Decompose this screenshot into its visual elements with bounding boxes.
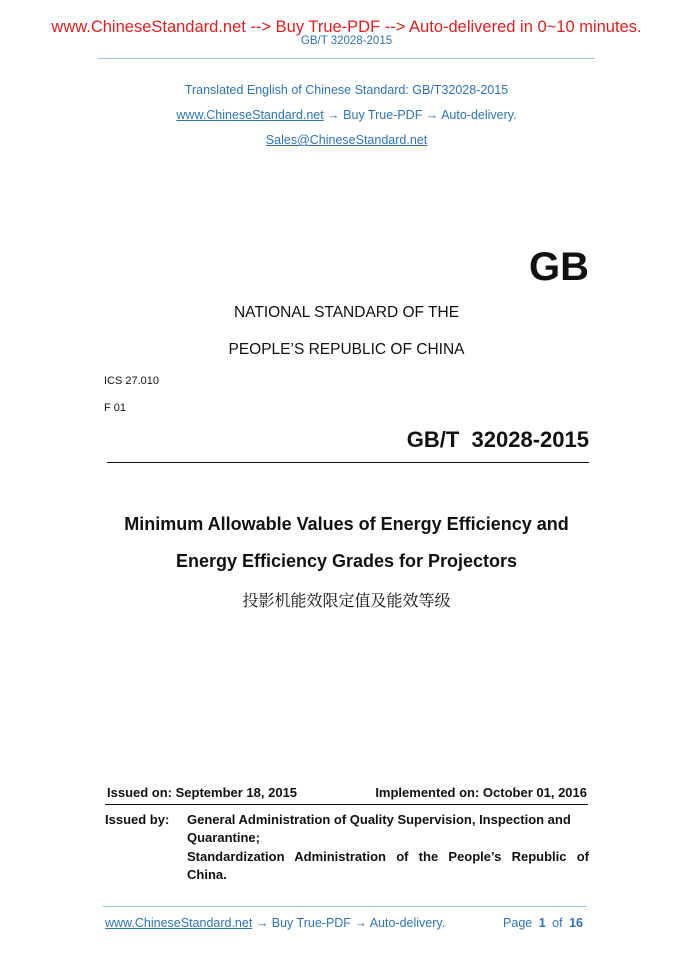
- issuer-2a: Standardization Administration of the People’s Republic of: [187, 849, 589, 864]
- title-line1: Minimum Allowable Values of Energy Efficiency and: [124, 514, 569, 534]
- standard-number: GB/T 32028-2015: [406, 427, 589, 452]
- footer-link-line: [105, 916, 445, 930]
- footer-link-suffix: → Buy True-PDF → Auto-delivery.: [252, 916, 446, 930]
- header-divider: [98, 58, 595, 59]
- page-number: 1: [538, 916, 546, 930]
- gb-logo: GB: [529, 245, 589, 289]
- footer-website-link[interactable]: www.ChineseStandard.net: [105, 916, 253, 930]
- of-label: of: [552, 916, 563, 930]
- issuer-1b: Quarantine;: [187, 830, 260, 845]
- f-code: F 01: [104, 402, 127, 414]
- header-code: GB/T 32028-2015: [300, 35, 393, 47]
- page-label: Page: [503, 916, 533, 930]
- title-chinese: 投影机能效限定值及能效等级: [242, 591, 451, 610]
- intro-link-line: [0, 108, 693, 122]
- promo-banner: www.ChineseStandard.net --> Buy True-PDF --> Auto-delivered in 0~10 minutes.: [51, 18, 642, 36]
- issued-on: Issued on: September 18, 2015: [107, 785, 298, 800]
- issuer-2b: China.: [187, 867, 227, 882]
- national-standard-line1: NATIONAL STANDARD OF THE: [233, 304, 460, 321]
- footer-divider: [103, 906, 587, 907]
- issuer-1a: General Administration of Quality Supervision, Inspection and: [187, 812, 571, 827]
- title-divider: [107, 462, 589, 463]
- email-link[interactable]: Sales@ChineseStandard.net: [265, 133, 428, 147]
- website-link[interactable]: www.ChineseStandard.net: [176, 108, 324, 122]
- title-line2: Energy Efficiency Grades for Projectors: [175, 551, 518, 571]
- ics-code: ICS 27.010: [104, 375, 160, 387]
- dates-divider: [105, 804, 588, 805]
- issued-by-label: Issued by:: [105, 812, 170, 827]
- email-line: [0, 133, 693, 147]
- implemented-on: Implemented on: October 01, 2016: [375, 785, 587, 800]
- national-standard-line2: PEOPLE’S REPUBLIC OF CHINA: [228, 341, 465, 358]
- translated-note: Translated English of Chinese Standard: GB/T32028-2015: [184, 83, 509, 97]
- page-total: 16: [569, 916, 583, 930]
- page-indicator: [503, 916, 583, 930]
- link-suffix: → Buy True-PDF → Auto-delivery.: [323, 108, 517, 122]
